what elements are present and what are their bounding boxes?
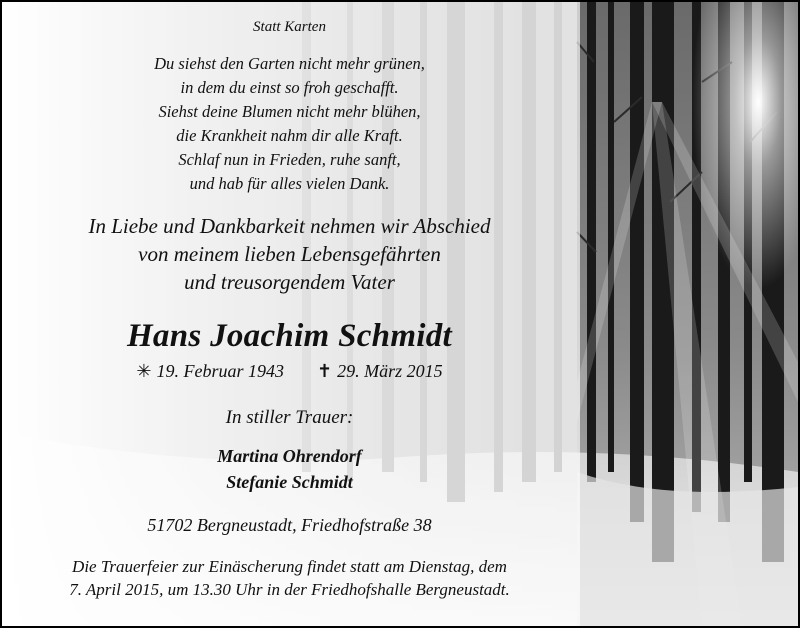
- death-date: 29. März 2015: [337, 361, 443, 381]
- birth-date: 19. Februar 1943: [156, 361, 284, 381]
- intro-line: von meinem lieben Lebensgefährten: [138, 242, 441, 266]
- address: 51702 Bergneustadt, Friedhofstraße 38: [147, 515, 432, 535]
- deceased-name: Hans Joachim Schmidt: [126, 318, 453, 354]
- statt-karten: Statt Karten: [253, 19, 326, 35]
- poem-line: Siehst deine Blumen nicht mehr blühen,: [158, 102, 421, 121]
- death-cross-icon: ✝: [316, 361, 333, 381]
- poem-line: Schlaf nun in Frieden, ruhe sanft,: [178, 150, 401, 169]
- mourner-name: Stefanie Schmidt: [226, 472, 353, 492]
- poem-line: die Krankheit nahm dir alle Kraft.: [176, 126, 403, 145]
- funeral-info-line: Die Trauerfeier zur Einäscherung findet statt am Dienstag, dem: [72, 557, 507, 576]
- funeral-info-line: 7. April 2015, um 13.30 Uhr in der Friedhofshalle Bergneustadt.: [69, 580, 510, 599]
- intro-line: In Liebe und Dankbarkeit nehmen wir Abschied: [88, 214, 491, 238]
- poem-line: Du siehst den Garten nicht mehr grünen,: [154, 54, 425, 73]
- birth-star-icon: ✳: [136, 361, 152, 381]
- poem-line: in dem du einst so froh geschafft.: [180, 78, 399, 97]
- life-dates: [2, 361, 577, 382]
- mourner-name: Martina Ohrendorf: [217, 446, 362, 466]
- poem-line: und hab für alles vielen Dank.: [189, 174, 390, 193]
- mourning-heading: In stiller Trauer:: [225, 407, 354, 428]
- intro-line: und treusorgendem Vater: [184, 270, 395, 294]
